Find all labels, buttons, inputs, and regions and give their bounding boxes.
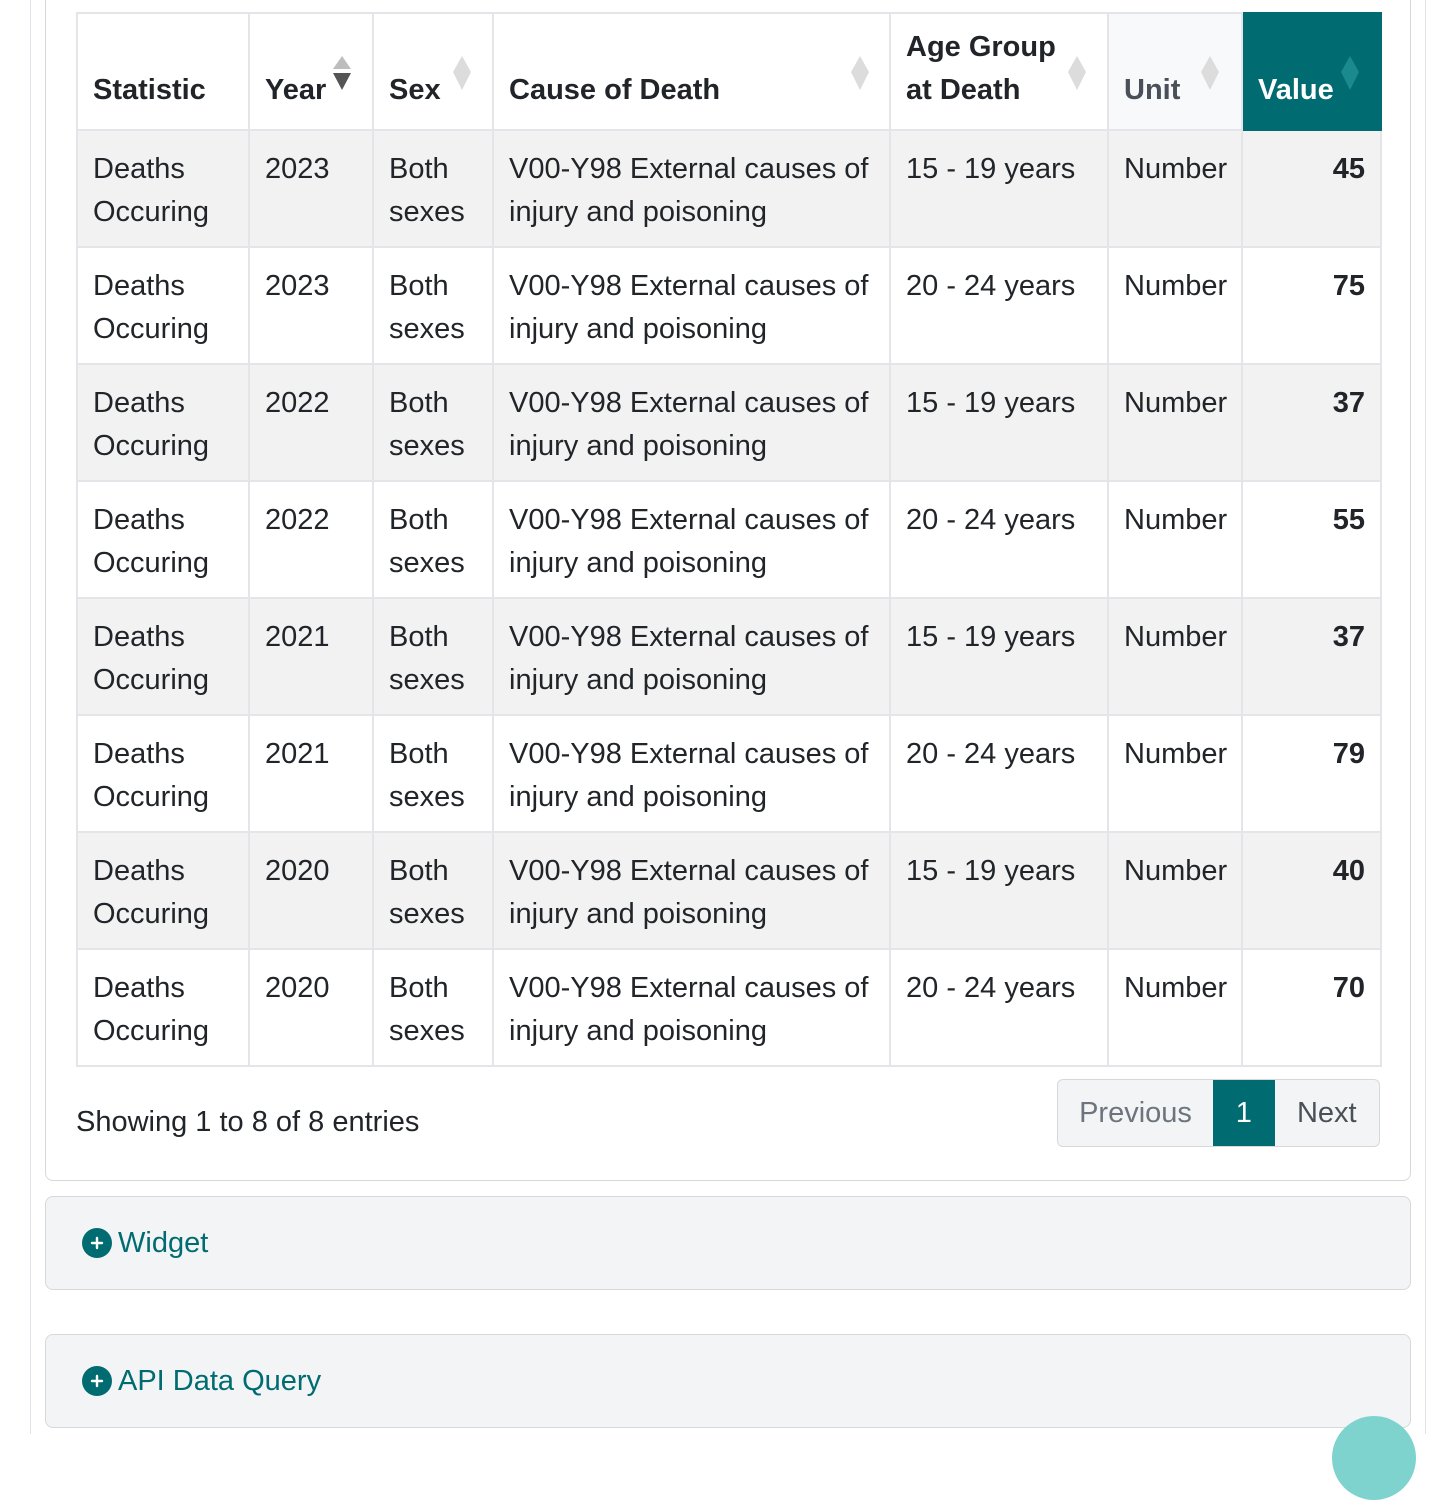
cell-value: 75 — [1242, 247, 1381, 364]
widget-panel-label[interactable]: Widget — [118, 1226, 209, 1259]
widget-panel[interactable] — [45, 1196, 1411, 1290]
table-row — [77, 949, 1381, 1066]
column-header-year[interactable] — [249, 13, 373, 130]
cell-statistic: Deaths Occuring — [77, 247, 249, 364]
cell-sex: Both sexes — [373, 247, 493, 364]
cell-year: 2023 — [249, 247, 373, 364]
cell-unit: Number — [1108, 247, 1242, 364]
cell-value: 37 — [1242, 598, 1381, 715]
cell-age-group: 15 - 19 years — [890, 598, 1108, 715]
table-row — [77, 832, 1381, 949]
column-header-label: Cause of Death — [509, 74, 721, 106]
table-header-row — [77, 13, 1381, 130]
cell-unit: Number — [1108, 130, 1242, 247]
api-data-query-label[interactable]: API Data Query — [118, 1364, 322, 1397]
sort-icon — [1067, 54, 1087, 92]
cell-age-group: 15 - 19 years — [890, 364, 1108, 481]
table-row — [77, 130, 1381, 247]
cell-sex: Both sexes — [373, 832, 493, 949]
cell-year: 2023 — [249, 130, 373, 247]
cell-unit: Number — [1108, 832, 1242, 949]
column-header-label: Year — [265, 74, 327, 106]
cell-age-group: 20 - 24 years — [890, 949, 1108, 1066]
cell-cause: V00-Y98 External causes of injury and poisoning — [493, 598, 890, 715]
cell-age-group: 20 - 24 years — [890, 247, 1108, 364]
column-header-statistic[interactable] — [77, 13, 249, 130]
page-border-left — [30, 0, 31, 1434]
data-table — [76, 12, 1382, 1067]
cell-statistic: Deaths Occuring — [77, 949, 249, 1066]
cell-unit: Number — [1108, 481, 1242, 598]
cell-sex: Both sexes — [373, 949, 493, 1066]
cell-cause: V00-Y98 External causes of injury and poisoning — [493, 832, 890, 949]
floating-action-button[interactable] — [1332, 1416, 1416, 1500]
cell-value: 40 — [1242, 832, 1381, 949]
cell-age-group: 15 - 19 years — [890, 130, 1108, 247]
table-row — [77, 598, 1381, 715]
cell-age-group: 20 - 24 years — [890, 715, 1108, 832]
cell-sex: Both sexes — [373, 481, 493, 598]
cell-value: 37 — [1242, 364, 1381, 481]
column-header-label: Age Group at Death — [906, 31, 1056, 106]
pagination — [1057, 1079, 1380, 1147]
table-info: Showing 1 to 8 of 8 entries — [76, 1106, 420, 1138]
column-header-value[interactable] — [1242, 13, 1381, 130]
column-header-label: Statistic — [93, 74, 206, 106]
sort-descending-icon — [332, 54, 352, 92]
column-header-label: Unit — [1124, 74, 1181, 106]
cell-unit: Number — [1108, 364, 1242, 481]
cell-statistic: Deaths Occuring — [77, 832, 249, 949]
cell-cause: V00-Y98 External causes of injury and poisoning — [493, 481, 890, 598]
cell-statistic: Deaths Occuring — [77, 598, 249, 715]
column-header-sex[interactable] — [373, 13, 493, 130]
page-1-button[interactable]: 1 — [1213, 1080, 1275, 1146]
cell-cause: V00-Y98 External causes of injury and poisoning — [493, 247, 890, 364]
cell-statistic: Deaths Occuring — [77, 130, 249, 247]
cell-value: 79 — [1242, 715, 1381, 832]
table-row — [77, 481, 1381, 598]
table-row — [77, 364, 1381, 481]
cell-value: 55 — [1242, 481, 1381, 598]
cell-statistic: Deaths Occuring — [77, 364, 249, 481]
cell-sex: Both sexes — [373, 364, 493, 481]
sort-icon — [452, 54, 472, 92]
next-button[interactable]: Next — [1296, 1096, 1357, 1129]
cell-year: 2022 — [249, 364, 373, 481]
cell-sex: Both sexes — [373, 598, 493, 715]
cell-value: 70 — [1242, 949, 1381, 1066]
previous-button[interactable]: Previous — [1079, 1096, 1192, 1129]
cell-unit: Number — [1108, 949, 1242, 1066]
cell-value: 45 — [1242, 130, 1381, 247]
cell-year: 2021 — [249, 598, 373, 715]
table-row — [77, 247, 1381, 364]
cell-cause: V00-Y98 External causes of injury and poisoning — [493, 364, 890, 481]
plus-circle-icon — [82, 1228, 112, 1258]
sort-icon — [1200, 54, 1220, 92]
cell-sex: Both sexes — [373, 130, 493, 247]
sort-icon — [1340, 54, 1360, 92]
cell-sex: Both sexes — [373, 715, 493, 832]
cell-cause: V00-Y98 External causes of injury and poisoning — [493, 130, 890, 247]
cell-year: 2020 — [249, 832, 373, 949]
cell-year: 2021 — [249, 715, 373, 832]
sort-icon — [850, 54, 870, 92]
cell-statistic: Deaths Occuring — [77, 481, 249, 598]
column-header-age-group[interactable] — [890, 13, 1108, 130]
column-header-label: Sex — [389, 74, 441, 106]
cell-unit: Number — [1108, 598, 1242, 715]
column-header-cause-of-death[interactable] — [493, 13, 890, 130]
cell-unit: Number — [1108, 715, 1242, 832]
cell-cause: V00-Y98 External causes of injury and poisoning — [493, 715, 890, 832]
cell-year: 2020 — [249, 949, 373, 1066]
cell-statistic: Deaths Occuring — [77, 715, 249, 832]
cell-cause: V00-Y98 External causes of injury and poisoning — [493, 949, 890, 1066]
column-header-unit[interactable] — [1108, 13, 1242, 130]
column-header-label: Value — [1258, 74, 1334, 106]
table-row — [77, 715, 1381, 832]
cell-year: 2022 — [249, 481, 373, 598]
page-border-right — [1425, 0, 1426, 1434]
api-data-query-panel[interactable] — [45, 1334, 1411, 1428]
cell-age-group: 20 - 24 years — [890, 481, 1108, 598]
cell-age-group: 15 - 19 years — [890, 832, 1108, 949]
plus-circle-icon — [82, 1366, 112, 1396]
